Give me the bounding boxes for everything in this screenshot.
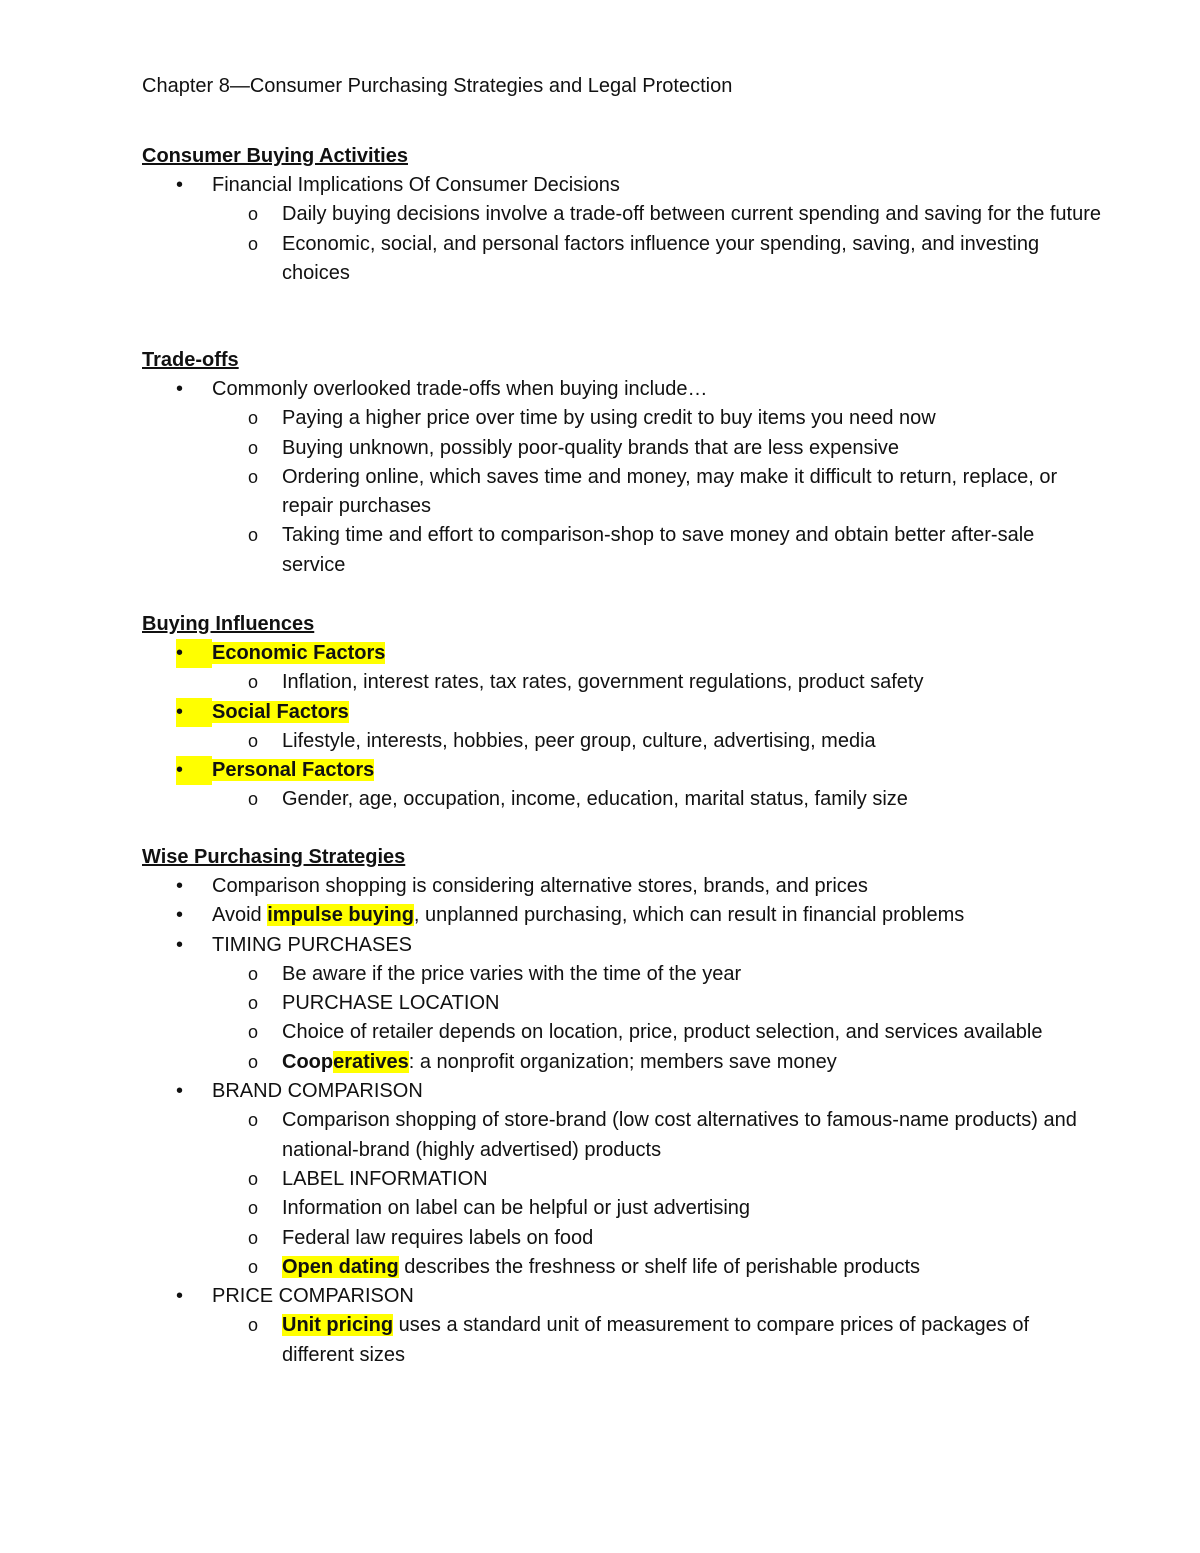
bullet-item xyxy=(142,872,1102,901)
item-text xyxy=(282,437,899,459)
sub-bullet-icon: o xyxy=(248,437,259,458)
item-text xyxy=(282,671,923,693)
sub-bullet-icon: o xyxy=(248,233,259,254)
text-segment: Economic Factors xyxy=(212,642,386,664)
bullet-item xyxy=(142,901,1102,930)
text-segment: Coop xyxy=(282,1050,334,1073)
text-segment: PRICE COMPARISON xyxy=(212,1285,414,1308)
section-heading: Wise Purchasing Strategies xyxy=(142,846,406,868)
section-wise-purchasing-strategies xyxy=(142,843,1102,1370)
text-segment: Social Factors xyxy=(212,700,349,723)
text-segment: BRAND COMPARISON xyxy=(212,1080,423,1103)
text-segment: Comparison shopping of store-brand (low cost alternatives to famous-name products) and national-brand (highly advertised) products xyxy=(282,1109,1083,1161)
bullet-icon: • xyxy=(176,378,184,400)
item-text xyxy=(282,992,499,1014)
sub-bullet-item xyxy=(142,727,1102,756)
text-segment: describes the freshness or shelf life of perishable products xyxy=(398,1255,921,1278)
section-heading: Consumer Buying Activities xyxy=(142,145,408,167)
sub-bullet-icon: o xyxy=(248,408,259,429)
bullet-icon: • xyxy=(176,1285,184,1308)
item-text xyxy=(282,233,1045,284)
item-text xyxy=(282,1227,593,1249)
text-segment: Avoid xyxy=(212,904,268,927)
item-text xyxy=(282,1168,488,1190)
item-text xyxy=(212,701,349,723)
item-text xyxy=(282,963,741,985)
item-text xyxy=(212,378,707,400)
bullet-item xyxy=(142,639,1102,668)
text-segment: Paying a higher price over time by using credit to buy items you need now xyxy=(282,407,936,430)
sub-bullet-icon: o xyxy=(248,1168,259,1189)
item-text xyxy=(282,466,1063,517)
text-segment: Open dating xyxy=(282,1255,399,1278)
sub-bullet-icon: o xyxy=(248,1198,259,1219)
text-segment: Daily buying decisions involve a trade-off between current spending and saving for the future xyxy=(282,203,1102,226)
text-segment: : a nonprofit organization; members save money xyxy=(408,1050,837,1073)
text-segment: eratives xyxy=(333,1050,409,1073)
text-segment: TIMING PURCHASES xyxy=(212,933,413,956)
sub-bullet-icon: o xyxy=(248,525,259,546)
sub-bullet-icon: o xyxy=(248,204,259,225)
text-segment: Information on label can be helpful or just advertising xyxy=(282,1197,751,1220)
section-trade-offs xyxy=(142,346,1102,580)
item-text xyxy=(282,1256,920,1278)
sub-bullet-item xyxy=(142,434,1102,463)
item-text xyxy=(212,1285,414,1307)
text-segment: Financial Implications Of Consumer Decisions xyxy=(212,174,620,196)
text-segment: uses a standard unit of measurement to compare prices of packages of different sizes xyxy=(282,1314,1035,1366)
text-segment: Be aware if the price varies with the time of the year xyxy=(282,962,742,985)
sub-bullet-item xyxy=(142,1224,1102,1253)
section-heading: Trade-offs xyxy=(142,349,239,371)
item-text xyxy=(282,1051,837,1073)
sub-bullet-icon: o xyxy=(248,993,259,1014)
bullet-icon: • xyxy=(176,904,184,927)
item-text xyxy=(282,524,1040,575)
text-segment: impulse buying xyxy=(267,904,414,927)
sub-bullet-icon: o xyxy=(248,1022,259,1043)
text-segment: LABEL INFORMATION xyxy=(282,1167,488,1190)
sub-bullet-item xyxy=(142,200,1102,229)
item-text xyxy=(282,1197,750,1219)
bullet-item xyxy=(142,1077,1102,1106)
text-segment: Comparison shopping is considering alternative stores, brands, and prices xyxy=(212,875,868,897)
sub-bullet-item xyxy=(142,1048,1102,1077)
sub-bullet-item xyxy=(142,785,1102,814)
text-segment: Lifestyle, interests, hobbies, peer group, culture, advertising, media xyxy=(282,729,876,752)
bullet-icon: • xyxy=(176,1080,184,1103)
sub-bullet-icon: o xyxy=(248,963,259,984)
section-buying-influences xyxy=(142,610,1102,815)
item-text xyxy=(282,1021,1042,1043)
sub-bullet-icon: o xyxy=(248,730,259,751)
text-segment: Gender, age, occupation, income, education, marital status, family size xyxy=(282,788,908,811)
bullet-item xyxy=(142,375,1102,404)
sub-bullet-item xyxy=(142,1311,1102,1370)
bullet-icon: • xyxy=(176,174,184,196)
sub-bullet-icon: o xyxy=(248,672,259,693)
bullet-icon: • xyxy=(176,933,184,956)
sub-bullet-item xyxy=(142,1106,1102,1165)
item-text xyxy=(212,1080,423,1102)
item-text xyxy=(282,203,1101,225)
bullet-icon: • xyxy=(176,639,212,668)
sub-bullet-item xyxy=(142,1018,1102,1047)
bullet-icon: • xyxy=(176,756,212,785)
text-segment: Taking time and effort to comparison-shop to save money and obtain better after-sale service xyxy=(282,524,1040,576)
item-text xyxy=(212,174,620,196)
sub-bullet-icon: o xyxy=(248,1110,259,1131)
text-segment: Ordering online, which saves time and money, may make it difficult to return, replace, or repair purchases xyxy=(282,465,1063,518)
item-text xyxy=(282,730,876,752)
sub-bullet-icon: o xyxy=(248,1315,259,1336)
text-segment: Inflation, interest rates, tax rates, government regulations, product safety xyxy=(282,671,924,694)
text-segment: , unplanned purchasing, which can result in financial problems xyxy=(413,904,965,927)
item-text xyxy=(212,934,412,956)
item-text xyxy=(212,759,374,781)
sub-bullet-icon: o xyxy=(248,466,259,487)
sub-bullet-item xyxy=(142,230,1102,289)
sub-bullet-item xyxy=(142,404,1102,433)
sub-bullet-item xyxy=(142,989,1102,1018)
text-segment: PURCHASE LOCATION xyxy=(282,992,500,1015)
item-text xyxy=(282,788,908,810)
text-segment: Choice of retailer depends on location, price, product selection, and services available xyxy=(282,1021,1043,1044)
sub-bullet-icon: o xyxy=(248,789,259,810)
item-text xyxy=(212,875,868,897)
text-segment: Personal Factors xyxy=(212,759,375,782)
sub-bullet-item xyxy=(142,521,1102,580)
bullet-item xyxy=(142,698,1102,727)
bullet-icon: • xyxy=(176,875,184,897)
sub-bullet-item xyxy=(142,463,1102,522)
bullet-item xyxy=(142,756,1102,785)
text-segment: Economic, social, and personal factors influence your spending, saving, and investing choices xyxy=(282,232,1045,284)
section-heading: Buying Influences xyxy=(142,613,315,635)
item-text xyxy=(212,642,385,664)
sub-bullet-icon: o xyxy=(248,1051,259,1072)
sub-bullet-item xyxy=(142,668,1102,697)
text-segment: Federal law requires labels on food xyxy=(282,1226,594,1249)
sub-bullet-item xyxy=(142,1253,1102,1282)
item-text xyxy=(212,904,964,926)
text-segment: Buying unknown, possibly poor-quality brands that are less expensive xyxy=(282,436,900,459)
bullet-icon: • xyxy=(176,698,212,727)
page-title: Chapter 8—Consumer Purchasing Strategies and Legal Protection xyxy=(142,75,733,97)
sub-bullet-icon: o xyxy=(248,1227,259,1248)
text-segment: Commonly overlooked trade-offs when buying include… xyxy=(212,378,708,400)
sub-bullet-item xyxy=(142,960,1102,989)
bullet-item xyxy=(142,1282,1102,1311)
item-text xyxy=(282,1314,1035,1365)
item-text xyxy=(282,407,936,429)
item-text xyxy=(282,1109,1082,1160)
text-segment: Unit pricing xyxy=(282,1314,394,1337)
sub-bullet-item xyxy=(142,1165,1102,1194)
sub-bullet-icon: o xyxy=(248,1256,259,1277)
section-consumer-buying-activities xyxy=(142,142,1102,288)
bullet-item xyxy=(142,171,1102,200)
sub-bullet-item xyxy=(142,1194,1102,1223)
bullet-item xyxy=(142,931,1102,960)
